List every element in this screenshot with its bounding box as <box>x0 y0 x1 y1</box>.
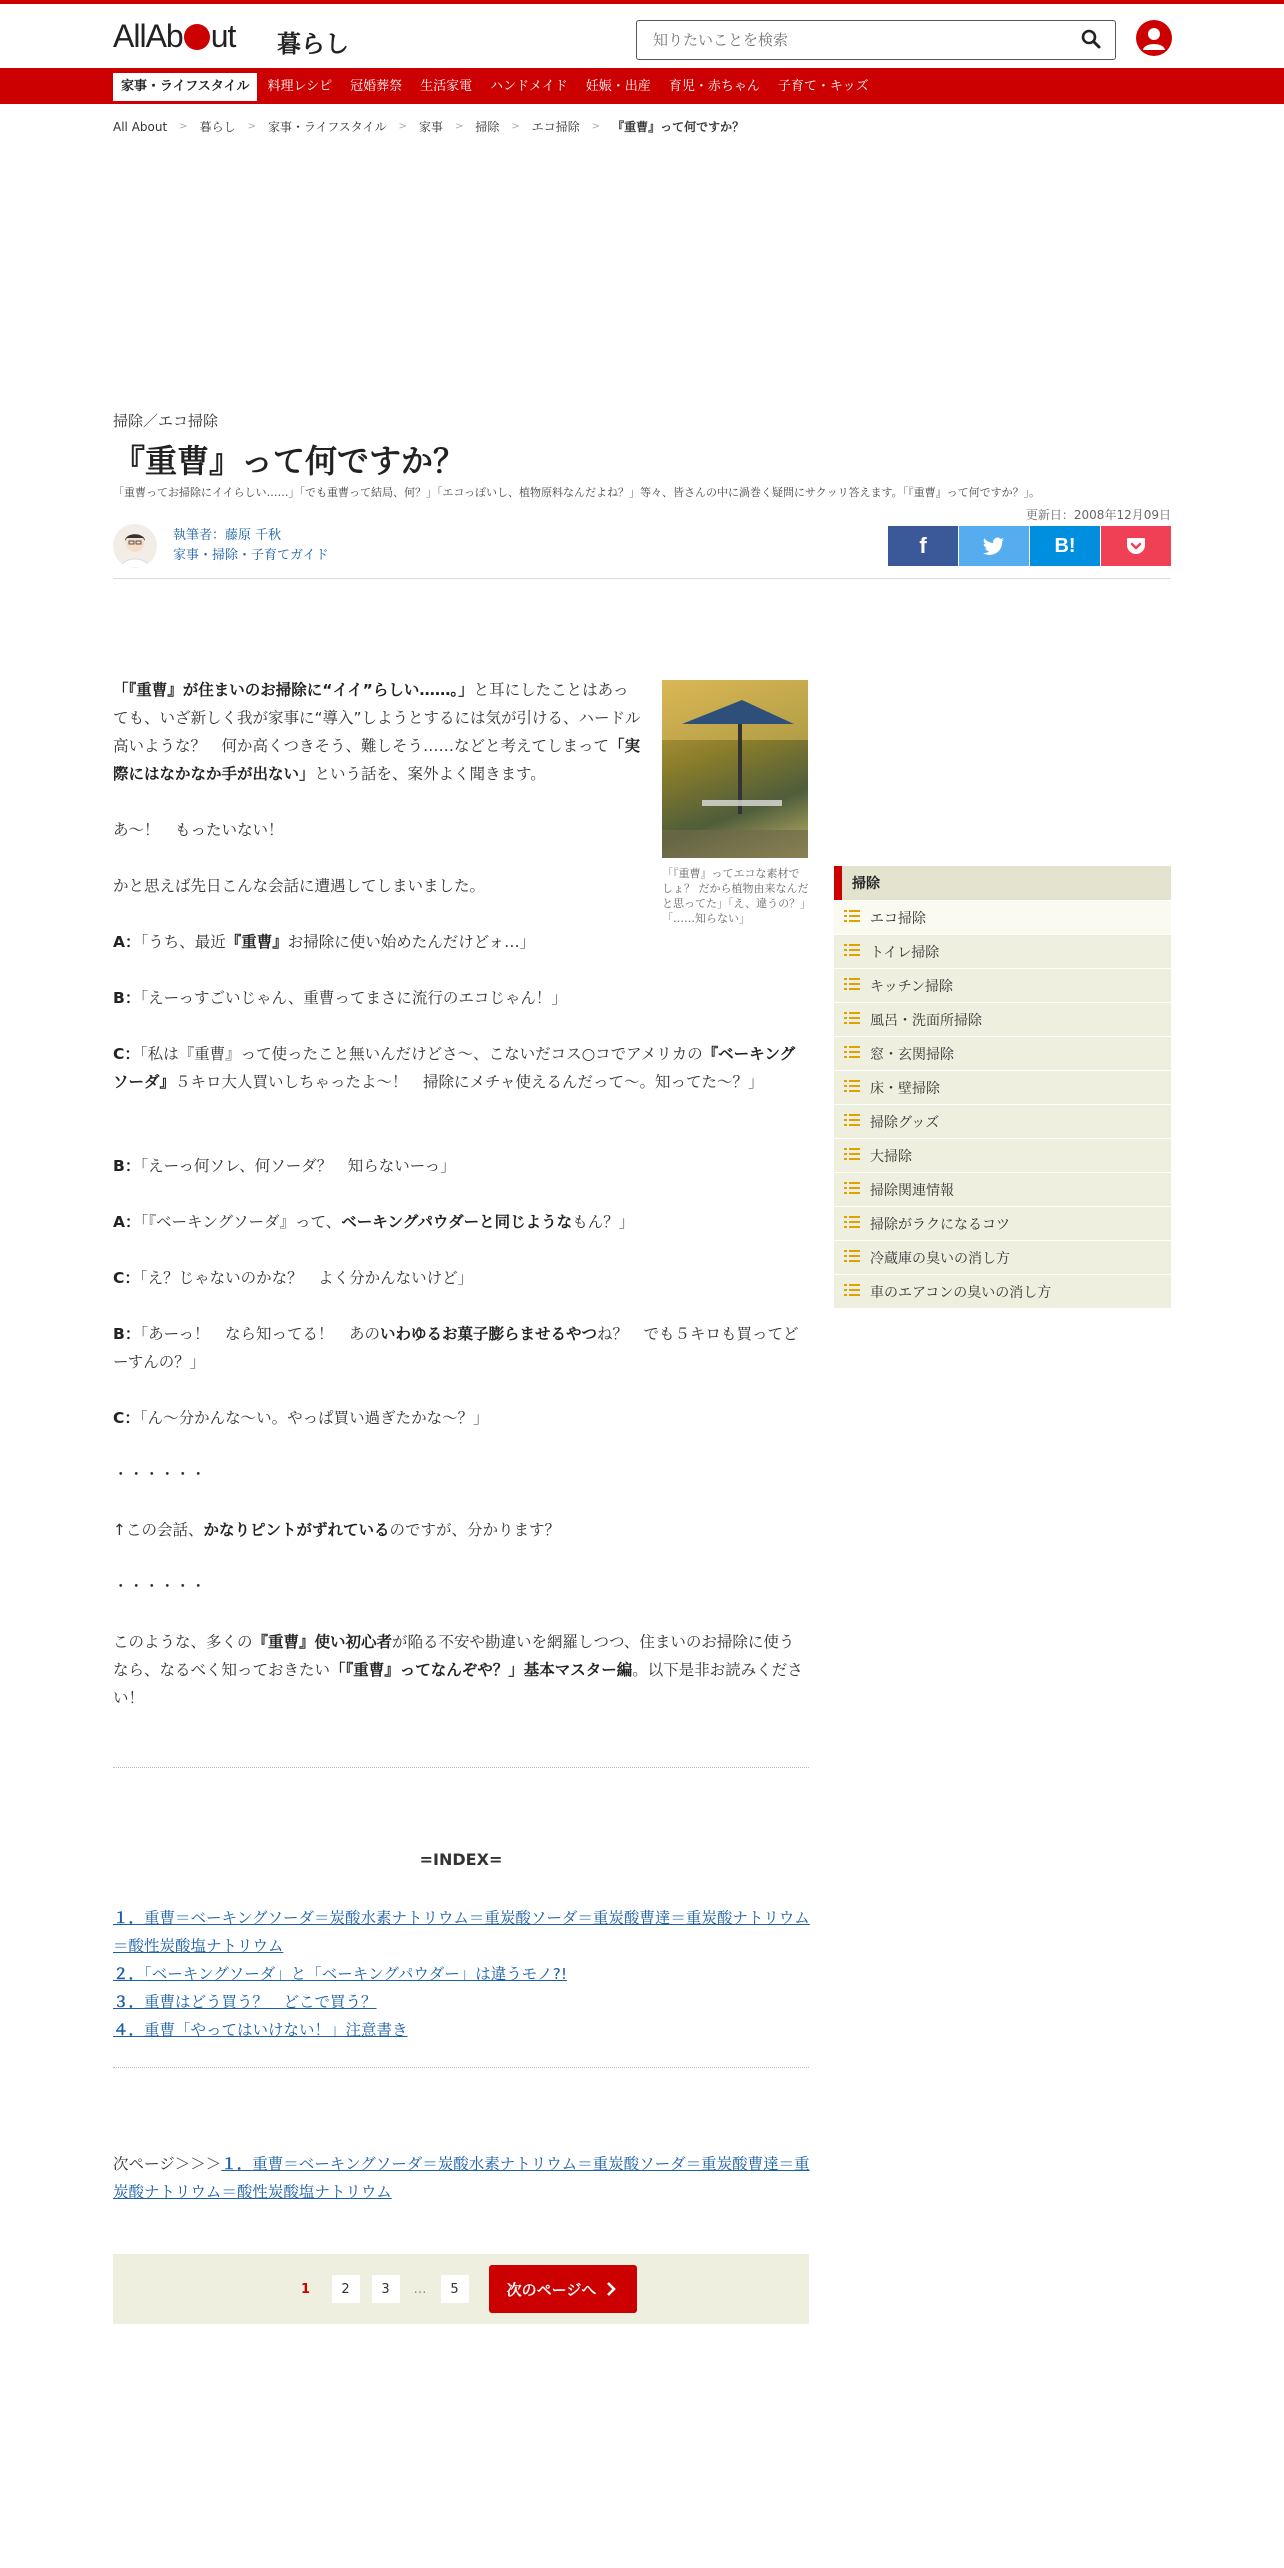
nav-item-appliance[interactable]: 生活家電 <box>420 79 473 94</box>
chevron-right-icon: > <box>591 121 601 132</box>
sidebar-item-label: 掃除グッズ <box>870 1114 940 1131</box>
sidebar-item[interactable] <box>834 1036 1171 1070</box>
pagination <box>113 2254 809 2324</box>
pocket-save-button[interactable] <box>1101 526 1171 566</box>
category-nav <box>0 68 1284 104</box>
breadcrumb-item[interactable]: 暮らし <box>199 120 236 134</box>
list-icon <box>844 1114 860 1130</box>
paragraph: かと思えば先日こんな会話に遭遇してしまいました。 <box>113 877 486 895</box>
sidebar-item-label: 車のエアコンの臭いの消し方 <box>870 1284 1052 1301</box>
sidebar-item-label: 掃除関連情報 <box>870 1182 954 1199</box>
author-role[interactable]: 家事・掃除・子育てガイド <box>173 548 329 563</box>
author-avatar[interactable] <box>113 524 157 568</box>
page-link-5[interactable]: 5 <box>441 2275 469 2303</box>
hatena-bookmark-button[interactable] <box>1030 526 1100 566</box>
nav-item-kids[interactable]: 子育て・キッズ <box>777 79 869 94</box>
article-category[interactable]: 掃除／エコ掃除 <box>113 412 219 430</box>
toc-item <box>113 1988 813 2016</box>
sidebar-item-label: 窓・玄関掃除 <box>870 1046 954 1063</box>
sidebar-item[interactable] <box>834 968 1171 1002</box>
speaker-label: A： <box>113 1213 141 1231</box>
chevron-right-icon: > <box>454 121 464 132</box>
toc-link[interactable]: ２．「ベーキングソーダ」と「ベーキングパウダー」は違うモノ?! <box>113 1965 568 1983</box>
sidebar-item[interactable] <box>834 900 1171 934</box>
list-icon <box>844 910 860 926</box>
site-header <box>0 4 1284 68</box>
list-icon <box>844 1012 860 1028</box>
logo-dot-icon <box>184 24 210 50</box>
facebook-share-button[interactable] <box>888 526 958 566</box>
search-box <box>636 20 1116 60</box>
chevron-right-icon: > <box>398 121 407 132</box>
breadcrumb-current: 『重曹』って何ですか？ <box>612 120 745 134</box>
sidebar-item[interactable] <box>834 1206 1171 1240</box>
article-photo-cafe-terrace[interactable] <box>662 680 808 858</box>
article-lead: 「重曹ってお掃除にイイらしい……」「でも重曹って結局、何？」「エコっぽいし、植物原料なんだよね？」等々、皆さんの中に渦巻く疑問にサクッリ答えます。「『重曹』って何ですか？」。 <box>113 486 1041 499</box>
twitter-share-button[interactable] <box>959 526 1029 566</box>
breadcrumb-item[interactable]: All About <box>113 119 168 134</box>
search-input[interactable] <box>653 22 1053 58</box>
chevron-right-icon: > <box>511 121 520 132</box>
breadcrumb <box>113 118 744 135</box>
list-icon <box>844 1148 860 1164</box>
sidebar-item[interactable] <box>834 1104 1171 1138</box>
sidebar-item-label: エコ掃除 <box>870 910 926 927</box>
page-ellipsis: … <box>413 2281 427 2297</box>
table-of-contents <box>113 1904 813 2044</box>
nav-item-recipe[interactable]: 料理レシピ <box>267 79 333 94</box>
updated-date: 更新日：2008年12月09日 <box>1025 508 1171 522</box>
sidebar-item[interactable] <box>834 1274 1171 1308</box>
ellipsis-dots: ・・・・・・ <box>113 1465 207 1483</box>
author-name[interactable]: 執筆者：藤原 千秋 <box>173 528 282 543</box>
sidebar-item[interactable] <box>834 1138 1171 1172</box>
hatena-icon: B! <box>1054 534 1076 557</box>
sidebar-item[interactable] <box>834 934 1171 968</box>
speaker-label: C： <box>113 1045 140 1063</box>
speaker-label: C： <box>113 1269 140 1287</box>
speaker-label: B： <box>113 989 141 1007</box>
list-icon <box>844 1080 860 1096</box>
breadcrumb-item[interactable]: 掃除 <box>475 120 500 134</box>
next-page-reference: 次ページ＞＞＞１．重曹＝ベーキングソーダ＝炭酸水素ナトリウム＝重炭酸ソーダ＝重炭酸曹達＝重炭酸ナトリウム＝酸性炭酸塩ナトリウム <box>113 2155 810 2201</box>
divider <box>113 578 1171 579</box>
divider <box>113 2067 809 2068</box>
sidebar-category-menu <box>834 866 1171 1308</box>
chevron-right-icon <box>604 2281 618 2297</box>
sidebar-item[interactable] <box>834 1070 1171 1104</box>
speaker-label: B： <box>113 1157 141 1175</box>
next-page-button[interactable]: 次のページへ <box>489 2265 637 2313</box>
sidebar-item-label: トイレ掃除 <box>870 944 940 961</box>
page-link-3[interactable]: 3 <box>372 2275 400 2303</box>
sidebar-item-label: 大掃除 <box>870 1148 912 1165</box>
ellipsis-dots: ・・・・・・ <box>113 1577 207 1595</box>
chevron-right-icon: > <box>179 121 188 132</box>
author-block <box>113 524 329 568</box>
paragraph: あ～！ もったいない！ <box>113 821 284 839</box>
list-icon <box>844 1216 860 1232</box>
channel-name[interactable]: 暮らし <box>277 30 349 58</box>
toc-link[interactable]: ４．重曹「やってはいけない！」注意書き <box>113 2021 408 2039</box>
list-icon <box>844 944 860 960</box>
speaker-label: A： <box>113 933 141 951</box>
list-icon <box>844 1250 860 1266</box>
nav-item-ceremony[interactable]: 冠婚葬祭 <box>350 79 403 94</box>
toc-link[interactable]: ３．重曹はどう買う？ どこで買う？ <box>113 1993 377 2011</box>
photo-caption: 「『重曹』ってエコな素材でしょ？ だから植物由来なんだと思ってた」「え、違うの？」「……知らない」 <box>662 867 809 925</box>
sidebar-item-label: 掃除がラクになるコツ <box>870 1216 1010 1233</box>
sidebar-item[interactable] <box>834 1240 1171 1274</box>
speaker-label: B： <box>113 1325 141 1343</box>
breadcrumb-item[interactable]: エコ掃除 <box>531 120 580 134</box>
chevron-right-icon: > <box>247 121 256 132</box>
list-icon <box>844 978 860 994</box>
toc-link[interactable]: １．重曹＝ベーキングソーダ＝炭酸水素ナトリウム＝重炭酸ソーダ＝重炭酸曹達＝重炭酸ナトリウム＝酸性炭酸塩ナトリウム <box>113 1909 810 1955</box>
allabout-logo[interactable]: AllAb ut <box>113 18 236 54</box>
nav-item-housework[interactable]: 家事・ライフスタイル <box>113 73 257 101</box>
page-current: 1 <box>300 2281 311 2297</box>
speaker-label: C： <box>113 1409 140 1427</box>
list-icon <box>844 1046 860 1062</box>
page-title: 『重曹』って何ですか？ <box>113 442 466 480</box>
user-account-icon[interactable] <box>1136 20 1172 56</box>
article-body: 「『重曹』が住まいのお掃除に“イイ”らしい……。」と耳にしたことはあっても、いざ新しく我が家事に“導入”しようとするには気が引ける、ハードル高いような？ 何か高くつきそう、難しそう……などと考えてしまって「実際にはなかなか手が出ない」という話を、案外よく聞きます。 あ～！ もったいない！ かと思えば先日こんな会話に遭遇してしまいました。 A：「うち、最近『重曹』お掃除に使い始めたんだけどォ…」 B：「えーっすごいじゃん、重曹ってまさに流行のエコじゃん！」 C：「私は『重曹』って使ったこと無いんだけどさ～、こないだコス○コでアメリカの『ベーキングソーダ』５キロ大人買いしちゃったよ～！ 掃除にメチャ使えるんだって～。知ってた～？」 B：「えーっ何ソレ、何ソーダ？ 知らないーっ」 A：「『ベーキングソーダ』って、ベーキングパウダーと同じようなもん？」 C：「え？じゃないのかな？ よく分かんないけど」 B：「あーっ！ なら知ってる！ あのいわゆるお菓子膨らませるやつね？ でも５キロも買ってどーすんの？」 C：「ん～分かんな～い。やっぱ買い過ぎたかな～？」 ・・・・・・ ↑この会話、かなりピントがずれているのですが、分かります？ ・・・・・・ このような、多くの『重曹』使い初心者が陥る不安や勘違いを網羅しつつ、住まいのお掃除に使うなら、なるべく知っておきたい「『重曹』ってなんぞや？」基本マスター編。以下是非お読みください！ <box>113 676 643 1740</box>
share-buttons <box>888 526 1172 566</box>
index-title: =INDEX= <box>419 1850 503 1869</box>
next-page-link[interactable]: １．重曹＝ベーキングソーダ＝炭酸水素ナトリウム＝重炭酸ソーダ＝重炭酸曹達＝重炭酸ナトリウム＝酸性炭酸塩ナトリウム <box>113 2155 810 2201</box>
nav-item-pregnancy[interactable]: 妊娠・出産 <box>585 79 651 94</box>
sidebar-item-label: 床・壁掃除 <box>870 1080 940 1097</box>
facebook-icon: f <box>919 533 927 558</box>
sidebar-item[interactable] <box>834 1002 1171 1036</box>
list-icon <box>844 1182 860 1198</box>
divider <box>113 1767 809 1768</box>
toc-item <box>113 1904 813 1960</box>
sidebar-heading[interactable]: 掃除 <box>834 866 1171 900</box>
toc-item <box>113 1960 813 1988</box>
pocket-icon <box>1126 537 1146 555</box>
sidebar-item[interactable] <box>834 1172 1171 1206</box>
toc-item <box>113 2016 813 2044</box>
nav-item-baby[interactable]: 育児・赤ちゃん <box>668 79 760 94</box>
sidebar-item-label: キッチン掃除 <box>870 978 954 995</box>
twitter-bird-icon <box>983 537 1005 555</box>
search-icon[interactable] <box>1081 29 1101 53</box>
list-icon <box>844 1284 860 1300</box>
breadcrumb-item[interactable]: 家事 <box>418 120 443 134</box>
page-link-2[interactable]: 2 <box>332 2275 360 2303</box>
sidebar-item-label: 冷蔵庫の臭いの消し方 <box>870 1250 1010 1267</box>
breadcrumb-item[interactable]: 家事・ライフスタイル <box>267 120 387 134</box>
nav-item-handmade[interactable]: ハンドメイド <box>490 79 568 94</box>
key-phrase: 『重曹』が住まいのお掃除に“イイ”らしい……。」 <box>128 681 474 699</box>
sidebar-item-label: 風呂・洗面所掃除 <box>870 1012 982 1029</box>
